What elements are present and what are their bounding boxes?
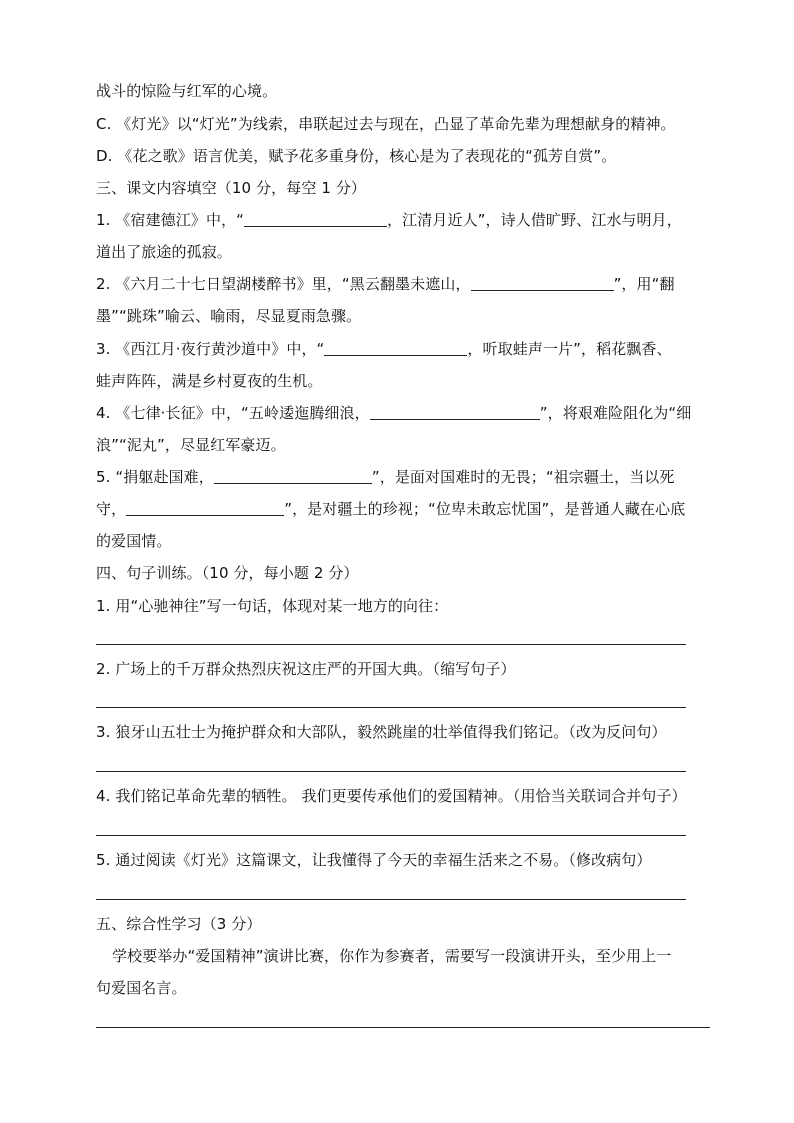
comprehensive-prompt-cont: 句爱国名言。 <box>96 979 187 997</box>
fill-question-4: 4. 《七律·长征》中，“五岭逶迤腾细浪， ”，将艰难险阻化为“细 <box>96 404 692 422</box>
fill-question-5-line2: 守， ”，是对疆土的珍视；“位卑未敢忘忧国”，是普通人藏在心底 <box>96 500 686 518</box>
answer-line[interactable] <box>96 771 686 772</box>
answer-line[interactable] <box>96 835 686 836</box>
answer-blank[interactable] <box>126 499 284 516</box>
fill-question-4-cont: 浪”“泥丸”，尽显红军豪迈。 <box>96 436 286 454</box>
option-c: C. 《灯光》以“灯光”为线索，串联起过去与现在，凸显了革命先辈为理想献身的精神。 <box>96 115 676 133</box>
fill-question-3: 3. 《西江月·夜行黄沙道中》中，“ ，听取蛙声一片”，稻花飘香、 <box>96 340 672 358</box>
section-4-heading: 四、句子训练。（10 分，每小题 2 分） <box>96 564 359 582</box>
sentence-question-4: 4. 我们铭记革命先辈的牺牲。 我们更要传承他们的爱国精神。（用恰当关联词合并句子） <box>96 787 687 805</box>
option-b-continuation: 战斗的惊险与红军的心境。 <box>96 82 278 100</box>
sentence-question-3: 3. 狼牙山五壮士为掩护群众和大部队，毅然跳崖的壮举值得我们铭记。（改为反问句） <box>96 723 667 741</box>
sentence-question-2: 2. 广场上的千万群众热烈庆祝这庄严的开国大典。（缩写句子） <box>96 660 516 678</box>
comprehensive-prompt: 学校要举办“爱国精神”演讲比赛，你作为参赛者，需要写一段演讲开头，至少用上一 <box>112 947 672 965</box>
answer-blank[interactable] <box>471 274 614 291</box>
answer-blank[interactable] <box>370 403 540 420</box>
answer-blank[interactable] <box>324 339 467 356</box>
answer-blank[interactable] <box>214 467 372 484</box>
section-5-heading: 五、综合性学习（3 分） <box>96 915 262 933</box>
answer-line[interactable] <box>96 644 686 645</box>
fill-question-5: 5. “捐躯赴国难， ”，是面对国难时的无畏；“祖宗疆土，当以死 <box>96 468 675 486</box>
answer-line[interactable] <box>96 899 686 900</box>
answer-line[interactable] <box>96 1027 710 1028</box>
sentence-question-1: 1. 用“心驰神往”写一句话，体现对某一地方的向往： <box>96 597 449 615</box>
section-3-heading: 三、课文内容填空（10 分，每空 1 分） <box>96 179 367 197</box>
answer-blank[interactable] <box>244 210 387 227</box>
option-d: D. 《花之歌》语言优美，赋予花多重身份，核心是为了表现花的“孤芳自赏”。 <box>96 147 617 165</box>
fill-question-1-cont: 道出了旅途的孤寂。 <box>96 243 232 261</box>
fill-question-2: 2. 《六月二十七日望湖楼醉书》里，“黑云翻墨未遮山， ”，用“翻 <box>96 275 675 293</box>
answer-line[interactable] <box>96 707 686 708</box>
fill-question-5-cont: 的爱国情。 <box>96 532 172 550</box>
fill-question-3-cont: 蛙声阵阵，满是乡村夏夜的生机。 <box>96 372 323 390</box>
fill-question-1: 1. 《宿建德江》中，“ ，江清月近人”，诗人借旷野、江水与明月， <box>96 211 682 229</box>
sentence-question-5: 5. 通过阅读《灯光》这篇课文，让我懂得了今天的幸福生活来之不易。（修改病句） <box>96 851 652 869</box>
fill-question-2-cont: 墨”“跳珠”喻云、喻雨，尽显夏雨急骤。 <box>96 307 362 325</box>
